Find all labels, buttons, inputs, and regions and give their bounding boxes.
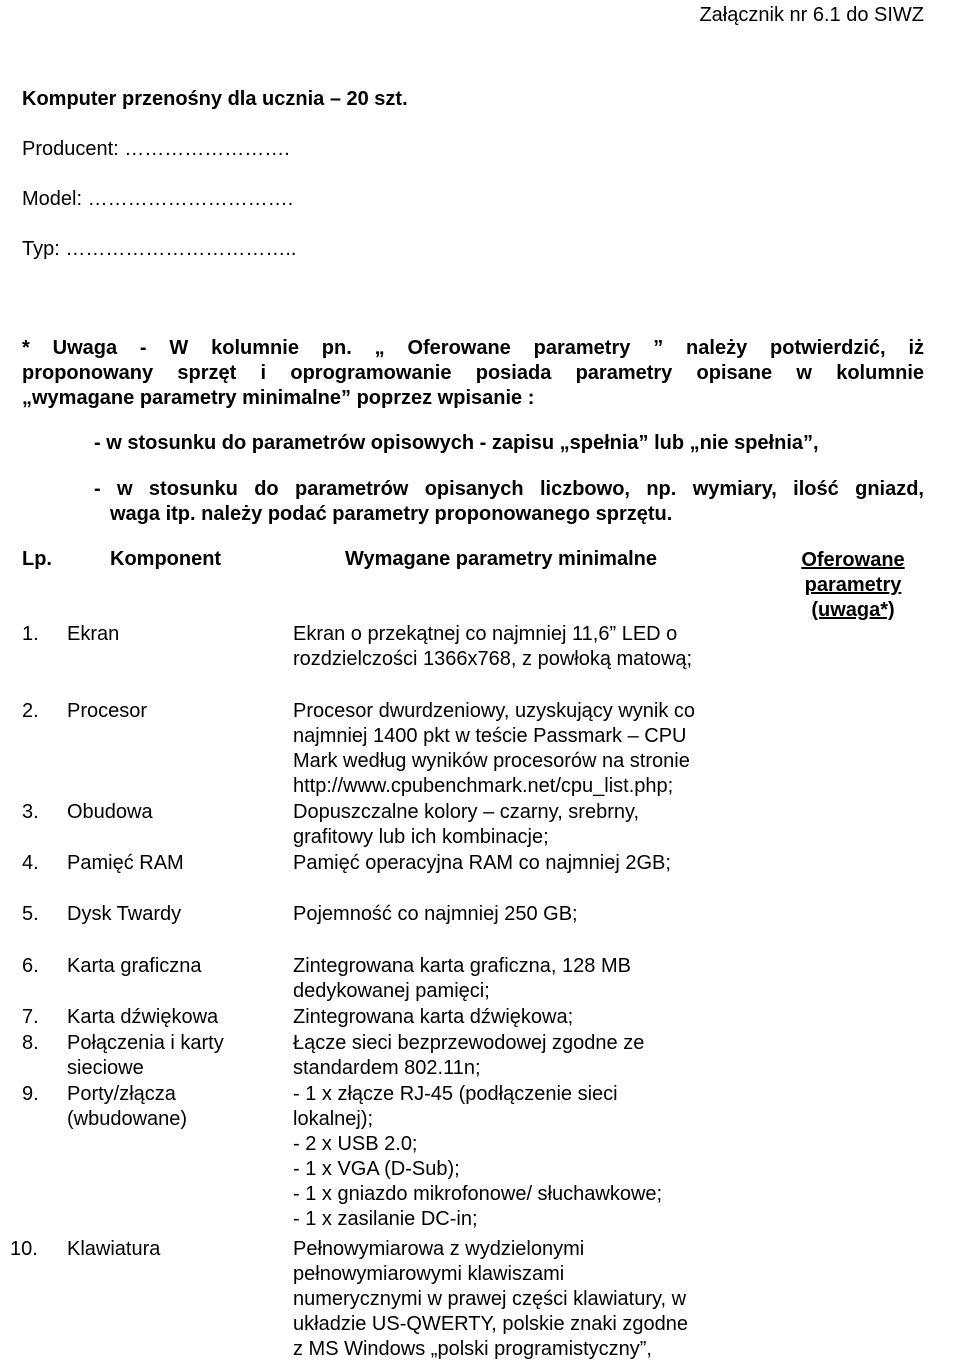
row-number: 10. — [10, 1238, 38, 1260]
document-title: Komputer przenośny dla ucznia – 20 szt. — [22, 88, 408, 110]
row-number: 6. — [22, 955, 39, 977]
row-component: Porty/złącza (wbudowane) — [67, 1083, 188, 1130]
row-number: 7. — [22, 1006, 39, 1028]
row-component: Karta graficzna — [67, 955, 202, 977]
row-requirement: Procesor dwurdzeniowy, uzyskujący wynik co najmniej 1400 pkt w teście Passmark – CPU Mark według wyników procesorów na stronie http://www.cpubenchmark.net/cpu_list.php; — [293, 700, 696, 797]
row-number: 4. — [22, 852, 39, 874]
header-lp: Lp. — [22, 548, 52, 570]
header-component: Komponent — [110, 548, 222, 570]
note-line-2: proponowany sprzęt i oprogramowanie posiada parametry opisane w kolumnie — [22, 362, 924, 384]
note-line-3: „wymagane parametry minimalne” poprzez wpisanie : — [22, 387, 535, 409]
row-number: 9. — [22, 1083, 39, 1105]
row-number: 2. — [22, 700, 39, 722]
note-bullet-2-continued: waga itp. należy podać parametry proponowanego sprzętu. — [110, 503, 673, 525]
row-requirement: Łącze sieci bezprzewodowej zgodne ze standardem 802.11n; — [293, 1032, 645, 1079]
row-requirement: Zintegrowana karta graficzna, 128 MB dedykowanej pamięci; — [293, 955, 631, 1002]
row-number: 5. — [22, 903, 39, 925]
row-component: Procesor — [67, 700, 148, 722]
row-component: Dysk Twardy — [67, 903, 182, 925]
row-component: Obudowa — [67, 801, 153, 823]
row-requirement: Ekran o przekątnej co najmniej 11,6” LED o rozdzielczości 1366x768, z powłoką matową; — [293, 623, 693, 670]
annex-label: Załącznik nr 6.1 do SIWZ — [699, 4, 924, 26]
row-requirement: - 1 x złącze RJ-45 (podłączenie sieci lokalnej); - 2 x USB 2.0; - 1 x VGA (D-Sub); - 1 x gniazdo mikrofonowe/ słuchawkowe; - 1 x zasilanie DC-in; — [293, 1083, 663, 1230]
row-component: Karta dźwiękowa — [67, 1006, 219, 1028]
row-component: Pamięć RAM — [67, 852, 184, 874]
producer-field: Producent: ……………………. — [22, 138, 290, 160]
model-field: Model: …………………………. — [22, 188, 294, 210]
row-requirement: Pamięć operacyjna RAM co najmniej 2GB; — [293, 852, 671, 874]
row-component: Połączenia i karty sieciowe — [67, 1032, 224, 1079]
header-required-parameters: Wymagane parametry minimalne — [345, 548, 657, 570]
row-component: Klawiatura — [67, 1238, 161, 1260]
row-component: Ekran — [67, 623, 120, 645]
note-bullet-2: - w stosunku do parametrów opisanych liczbowo, np. wymiary, ilość gniazd, — [94, 478, 924, 500]
note-line-1: * Uwaga - W kolumnie pn. „ Oferowane parametry ” należy potwierdzić, iż — [22, 337, 924, 359]
note-bullet-1: - w stosunku do parametrów opisowych - zapisu „spełnia” lub „nie spełnia”, — [94, 432, 819, 454]
type-field: Typ: …………………………….. — [22, 238, 297, 260]
row-requirement: Pojemność co najmniej 250 GB; — [293, 903, 578, 925]
row-number: 3. — [22, 801, 39, 823]
row-number: 8. — [22, 1032, 39, 1054]
row-number: 1. — [22, 623, 39, 645]
header-offered-parameters: Oferowane parametry (uwaga*) — [801, 549, 905, 621]
row-requirement: Zintegrowana karta dźwiękowa; — [293, 1006, 574, 1028]
row-requirement: Dopuszczalne kolory – czarny, srebrny, grafitowy lub ich kombinacje; — [293, 801, 640, 848]
row-requirement: Pełnowymiarowa z wydzielonymi pełnowymiarowymi klawiszami numerycznymi w prawej części klawiatury, w układzie US-QWERTY, polskie znaki zgodne z MS Windows „polski programistyczny”, — [293, 1238, 688, 1360]
